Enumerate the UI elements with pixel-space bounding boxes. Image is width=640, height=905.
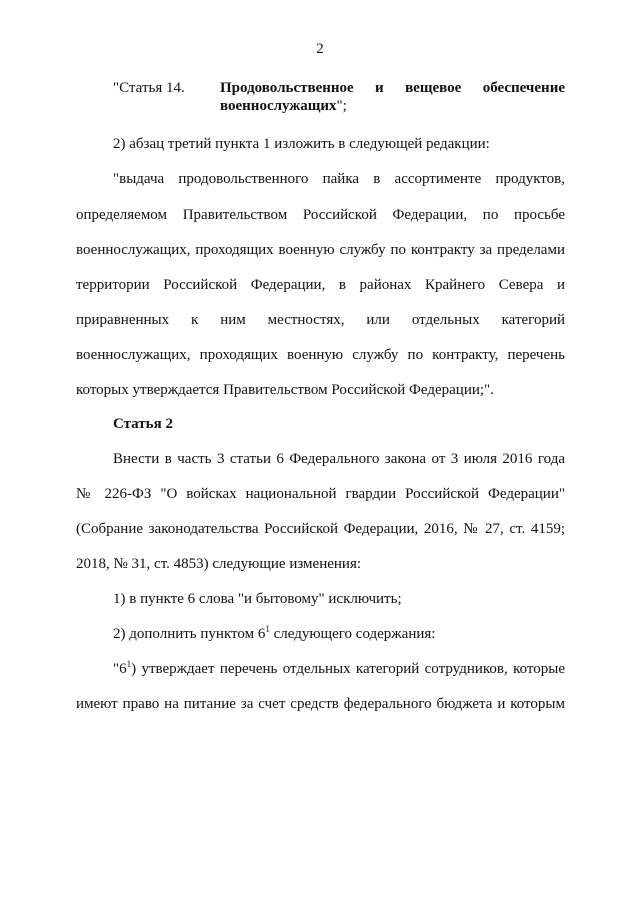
article-2-line-2: № 226-ФЗ "О войсках национальной гвардии Российской Федерации" — [76, 486, 565, 502]
quote-line-2: определяемом Правительством Российской Федерации, по просьбе — [76, 207, 565, 223]
item-6-1-post: ) утверждает перечень отдельных категорий сотрудников, которые — [131, 661, 565, 677]
item-2-pre: 2) дополнить пунктом 6 — [113, 626, 266, 642]
article-14-title-word: военнослужащих — [220, 98, 337, 114]
item-2-post: следующего содержания: — [269, 626, 436, 642]
quote-line-4: территории Российской Федерации, в районах Крайнего Севера и — [76, 277, 565, 293]
item-6-1-line-2: имеют право на питание за счет средств федерального бюджета и которым — [76, 696, 565, 712]
item-6-1-sup: 1 — [126, 659, 132, 669]
article-2-heading: Статья 2 — [113, 416, 173, 432]
quote-line-7: которых утверждается Правительством Российской Федерации;". — [76, 382, 494, 398]
article-14-title-line1: Продовольственное и вещевое обеспечение — [220, 80, 565, 96]
article-2-line-4: 2018, № 31, ст. 4853) следующие изменения: — [76, 556, 362, 572]
quote-line-5: приравненных к ним местностях, или отдельных категорий — [76, 312, 565, 328]
item-2-sup: 1 — [265, 624, 270, 634]
article-2-line-1: Внести в часть 3 статьи 6 Федерального закона от 3 июля 2016 года — [113, 451, 565, 467]
article-14-title-suffix: "; — [336, 98, 347, 114]
item-1: 1) в пункте 6 слова "и бытовому" исключить; — [113, 591, 402, 607]
article-14-title-line2 — [220, 98, 347, 115]
page-number: 2 — [316, 41, 324, 57]
quote-line-3: военнослужащих, проходящих военную службу по контракту за пределами — [76, 242, 565, 258]
item-6-1-line-1 — [113, 661, 565, 678]
item-6-1-pre: "6 — [113, 661, 127, 677]
article-14-label: "Статья 14. — [113, 80, 185, 96]
quote-line-6: военнослужащих, проходящих военную службу по контракту, перечень — [76, 347, 565, 363]
article-2-line-3: (Собрание законодательства Российской Федерации, 2016, № 27, ст. 4159; — [76, 521, 565, 537]
item-2 — [113, 626, 435, 643]
quote-line-1: "выдача продовольственного пайка в ассортименте продуктов, — [113, 171, 565, 187]
paragraph-amendment: 2) абзац третий пункта 1 изложить в следующей редакции: — [113, 136, 490, 152]
